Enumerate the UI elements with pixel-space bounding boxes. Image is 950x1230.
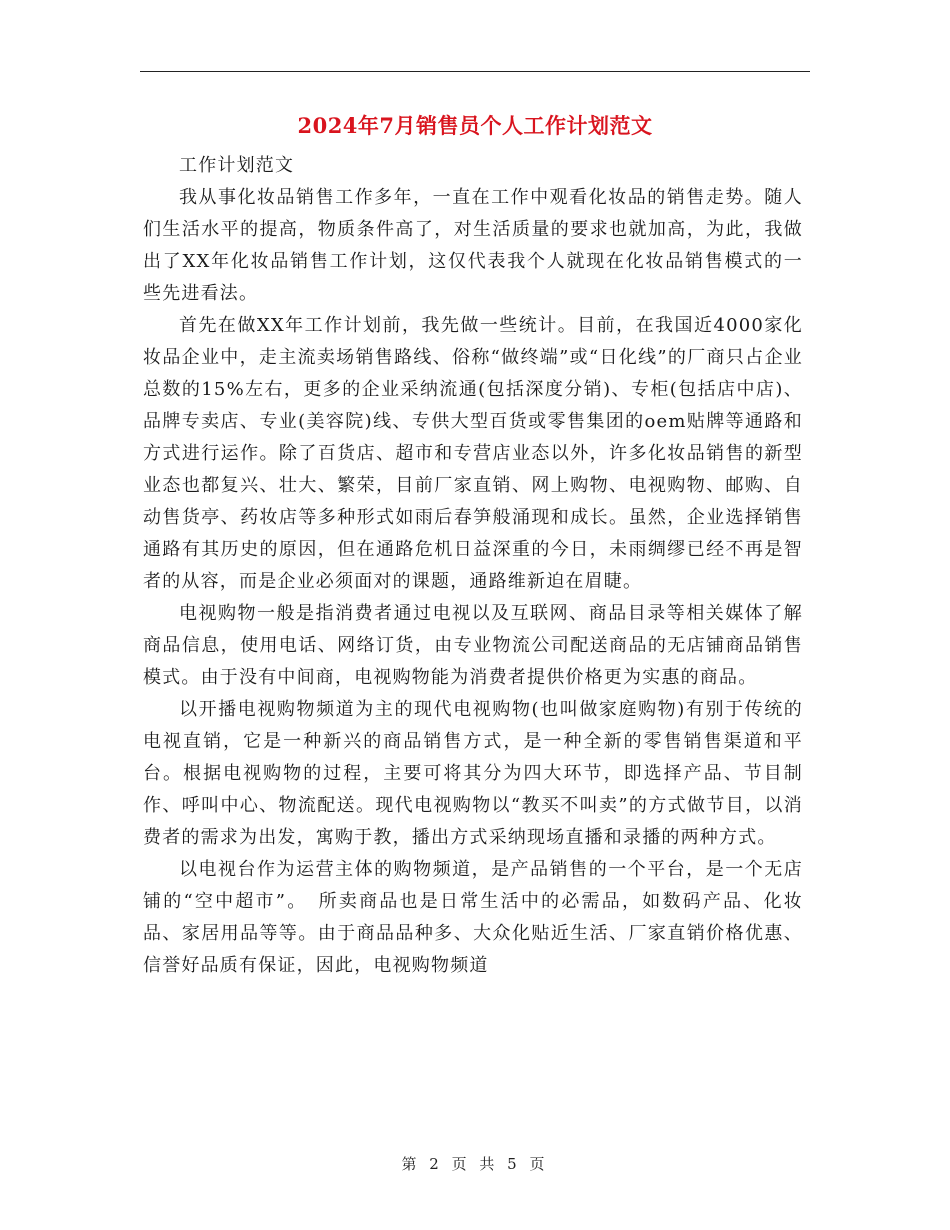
paragraph: 以电视台作为运营主体的购物频道，是产品销售的一个平台，是一个无店铺的“空中超市”。 所卖商品也是日常生活中的必需品，如数码产品、化妆品、家居用品等等。由于商品品种多、大众化贴近生活、厂家直销价格优惠、信誉好品质有保证，因此，电视购物频道 <box>143 859 803 976</box>
page-number-footer: 第 2 页 共 5 页 <box>401 1155 549 1173</box>
paragraph: 电视购物一般是指消费者通过电视以及互联网、商品目录等相关媒体了解商品信息，使用电话、网络订货，由专业物流公司配送商品的无店铺商品销售模式。由于没有中间商，电视购物能为消费者提供价格更为实惠的商品。 <box>143 603 803 688</box>
paragraph: 我从事化妆品销售工作多年，一直在工作中观看化妆品的销售走势。随人们生活水平的提高，物质条件高了，对生活质量的要求也就加高，为此，我做出了XX年化妆品销售工作计划，这仅代表我个人就现在化妆品销售模式的一些先进看法。 <box>143 187 803 304</box>
paragraph: 首先在做XX年工作计划前，我先做一些统计。目前，在我国近4000家化妆品企业中，走主流卖场销售路线、俗称“做终端”或“日化线”的厂商只占企业总数的15%左右，更多的企业采纳流通(包括深度分销)、专柜(包括店中店)、品牌专卖店、专业(美容院)线、专供大型百货或零售集团的oem贴牌等通路和方式进行运作。除了百货店、超市和专营店业态以外，许多化妆品销售的新型业态也都复兴、壮大、繁荣，目前厂家直销、网上购物、电视购物、邮购、自动售货亭、药妆店等多种形式如雨后春笋般涌现和成长。虽然，企业选择销售通路有其历史的原因，但在通路危机日益深重的今日，未雨绸缪已经不再是智者的从容，而是企业必须面对的课题，通路维新迫在眉睫。 <box>143 315 803 592</box>
paragraph-subheading: 工作计划范文 <box>179 155 295 176</box>
header-rule <box>140 71 810 72</box>
document-title: 2024年7月销售员个人工作计划范文 <box>297 113 653 138</box>
document-body <box>143 150 803 982</box>
paragraph: 以开播电视购物频道为主的现代电视购物(也叫做家庭购物)有别于传统的电视直销，它是一种新兴的商品销售方式，是一种全新的零售销售渠道和平台。根据电视购物的过程，主要可将其分为四大环节，即选择产品、节目制作、呼叫中心、物流配送。现代电视购物以“教买不叫卖”的方式做节目，以消费者的需求为出发，寓购于教，播出方式采纳现场直播和录播的两种方式。 <box>143 699 803 848</box>
